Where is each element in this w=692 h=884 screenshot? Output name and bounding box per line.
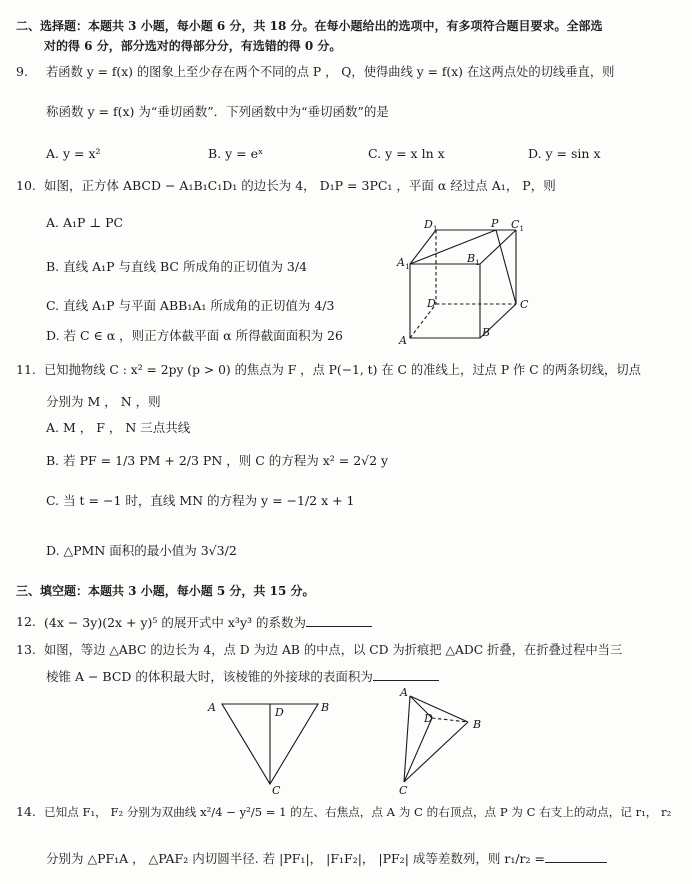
q12-text [44,614,372,631]
folded-pyramid-figure [392,688,502,798]
q11-number: 11. [16,362,36,377]
q10-number: 10. [16,178,36,193]
q10-option-c: C. 直线 A₁P 与平面 ABB₁A₁ 所成角的正切值为 4/3 [46,298,335,313]
q14-stem-line1: 已知点 F₁， F₂ 分别为双曲线 x²/4 − y²/5 = 1 的左、右焦点，点 A 为 C 的右顶点，点 P 为 C 右支上的动点，记 r₁， r₂ [44,805,672,819]
q14-answer-blank[interactable] [545,850,607,863]
label-c: C [520,298,529,311]
q13-stem-line2-text: 棱锥 A − BCD 的体积最大时，该棱锥的外接球的表面积为 [46,669,373,684]
q9-option-b: B. y = eˣ [208,146,264,161]
q14-stem-line2 [46,850,607,867]
label-d: D [427,297,436,310]
q11-option-c: C. 当 t = −1 时，直线 MN 的方程为 y = −1/2 x + 1 [46,493,355,508]
label-b: B [473,718,482,731]
label-a1: $A_1$ [397,256,410,271]
q12-stem: (4x − 3y)(2x + y)⁵ 的展开式中 x³y³ 的系数为 [44,615,306,630]
cube-figure [394,218,544,348]
q11-stem-line2: 分别为 M ， N ，则 [46,394,161,409]
q13-stem-line1: 如图，等边 △ABC 的边长为 4，点 D 为边 AB 的中点，以 CD 为折痕把 △ADC 折叠，在折叠过程中当三 [44,643,623,657]
label-a: A [400,686,408,699]
label-c: C [272,784,281,797]
q13-answer-blank[interactable] [373,668,439,681]
q11-stem-line1: 已知抛物线 C : x² = 2py (p > 0) 的焦点为 F ，点 P(−1, t) 在 C 的准线上，过点 P 作 C 的两条切线，切点 [44,363,641,377]
section2-heading-cont: 对的得 6 分，部分选对的得部分分，有选错的得 0 分。 [44,39,342,53]
q13-stem-line2 [46,668,439,685]
q9-option-c: C. y = x ln x [368,146,445,161]
q9-stem-line2: 称函数 y = f(x) 为“垂切函数”．下列函数中为“垂切函数”的是 [46,104,389,119]
q14-number: 14. [16,804,36,819]
q10-stem: 如图，正方体 ABCD − A₁B₁C₁D₁ 的边长为 4， D₁P = 3PC₁ ，平面 α 经过点 A₁， P，则 [44,178,556,193]
q13-number: 13. [16,642,36,657]
label-c1: $C_1$ [511,218,525,233]
label-d1: $D_1$ [424,218,438,233]
q11-option-a: A. M ， F ， N 三点共线 [46,420,191,435]
label-d: D [424,712,433,725]
triangle-figure [206,696,336,796]
q11-option-d: D. △PMN 面积的最小值为 3√3/2 [46,543,237,558]
section3-heading: 三、填空题：本题共 3 小题，每小题 5 分，共 15 分。 [16,584,315,598]
q14-stem-line2-text: 分别为 △PF₁A ， △PAF₂ 内切圆半径. 若 |PF₁|， |F₁F₂|， |PF₂| 成等差数列，则 r₁/r₂ = [46,851,545,866]
label-p: P [491,217,499,230]
label-d: D [275,706,284,719]
label-b: B [482,326,491,339]
q11-option-b: B. 若 PF = 1/3 PM + 2/3 PN ，则 C 的方程为 x² = 2√2 y [46,453,389,468]
q12-answer-blank[interactable] [306,614,372,627]
label-a: A [208,701,216,714]
q9-option-d: D. y = sin x [528,146,601,161]
q9-stem-line1: 若函数 y = f(x) 的图象上至少存在两个不同的点 P ， Q，使得曲线 y = f(x) 在这两点处的切线垂直，则 [46,65,615,79]
q10-option-a: A. A₁P ⊥ PC [46,215,124,230]
q10-option-d: D. 若 C ∈ α ，则正方体截平面 α 所得截面面积为 26 [46,328,343,343]
q12-number: 12. [16,614,36,629]
label-a: A [399,334,407,347]
label-b1: $B_1$ [467,252,480,267]
label-c: C [399,784,408,797]
q10-option-b: B. 直线 A₁P 与直线 BC 所成角的正切值为 3/4 [46,259,308,274]
section2-heading: 二、选择题：本题共 3 小题，每小题 6 分，共 18 分。在每小题给出的选项中，有多项符合题目要求。全部选 [16,19,603,33]
q9-number: 9. [16,64,28,79]
q9-option-a: A. y = x² [46,146,101,161]
label-b: B [321,701,330,714]
